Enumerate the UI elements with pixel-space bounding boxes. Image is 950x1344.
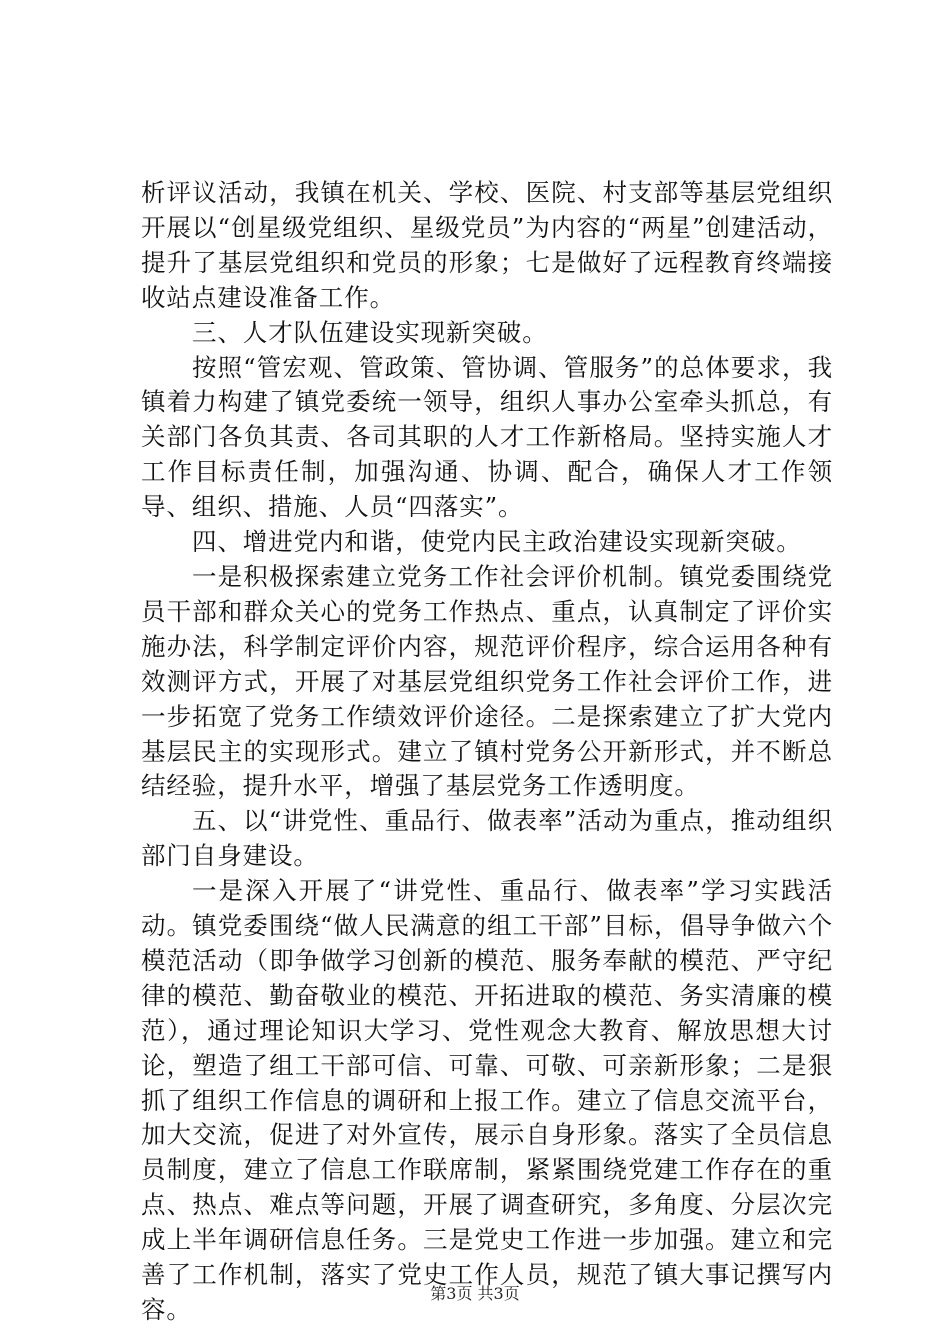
section-heading-self-building: 五、以“讲党性、重品行、做表率”活动为重点，推动组织部门自身建设。 — [141, 806, 833, 871]
paragraph-democracy: 一是积极探索建立党务工作社会评价机制。镇党委围绕党员干部和群众关心的党务工作热点、重点，认真制定了评价实施办法，科学制定评价内容，规范评价程序，综合运用各种有效测评方式，开展了对基层党组织党务工作社会评价工作，进一步拓宽了党务工作绩效评价途径。二是探索建立了扩大党内基层民主的实现形式。建立了镇村党务公开新形式，并不断总结经验，提升水平，增强了基层党务工作透明度。 — [141, 561, 833, 801]
section-heading-democracy: 四、增进党内和谐，使党内民主政治建设实现新突破。 — [192, 527, 802, 557]
document-body — [141, 176, 833, 1328]
paragraph-self-building: 一是深入开展了“讲党性、重品行、做表率”学习实践活动。镇党委围绕“做人民满意的组工干部”目标，倡导争做六个模范活动（即争做学习创新的模范、服务奉献的模范、严守纪律的模范、勤奋敬业的模范、开拓进取的模范、务实清廉的模范），通过理论知识大学习、党性观念大教育、解放思想大讨论，塑造了组工干部可信、可靠、可敬、可亲新形象；二是狠抓了组织工作信息的调研和上报工作。建立了信息交流平台，加大交流，促进了对外宣传，展示自身形象。落实了全员信息员制度，建立了信息工作联席制，紧紧围绕党建工作存在的重点、热点、难点等问题，开展了调查研究，多角度、分层次完成上半年调研信息任务。三是党史工作进一步加强。建立和完善了工作机制，落实了党史工作人员，规范了镇大事记撰写内容。 — [141, 876, 833, 1324]
page-number-footer: 第3页 共3页 — [430, 1284, 520, 1303]
section-heading-talent: 三、人才队伍建设实现新突破。 — [192, 317, 548, 347]
paragraph-talent: 按照“管宏观、管政策、管协调、管服务”的总体要求，我镇着力构建了镇党委统一领导，组织人事办公室牵头抓总，有关部门各负其责、各司其职的人才工作新格局。坚持实施人才工作目标责任制，加强沟通、协调、配合，确保人才工作领导、组织、措施、人员“四落实”。 — [141, 352, 833, 522]
paragraph-continuation: 析评议活动，我镇在机关、学校、医院、村支部等基层党组织开展以“创星级党组织、星级党员”为内容的“两星”创建活动，提升了基层党组织和党员的形象；七是做好了远程教育终端接收站点建设准备工作。 — [141, 178, 833, 312]
